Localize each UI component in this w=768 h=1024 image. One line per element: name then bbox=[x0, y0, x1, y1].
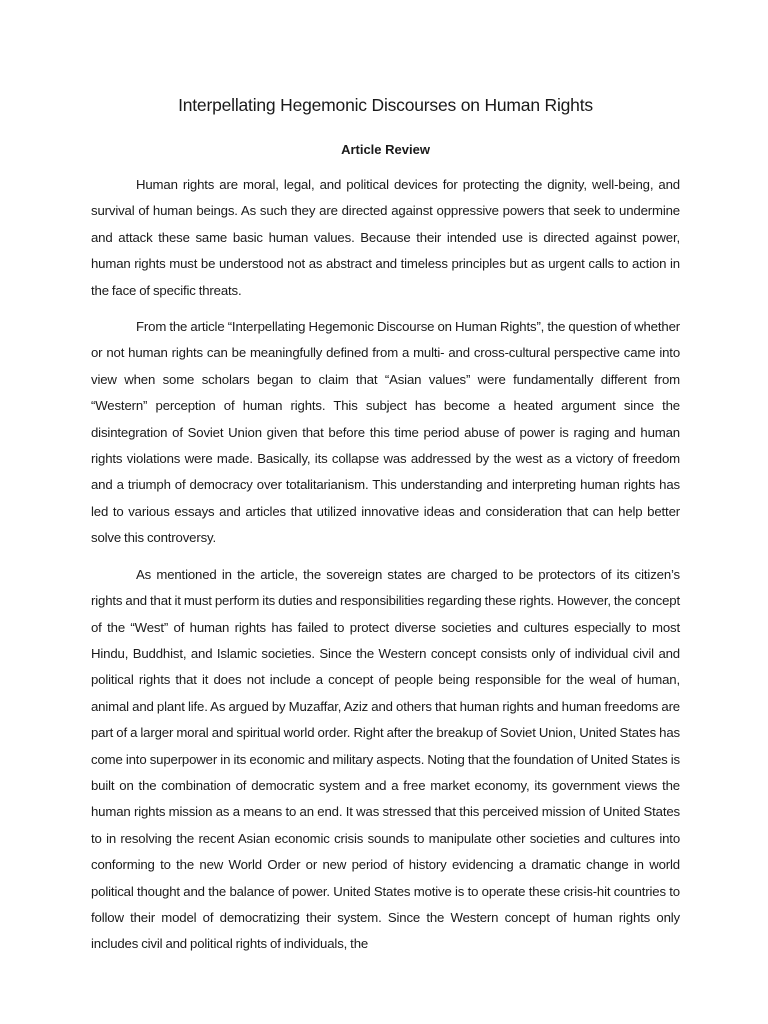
document-body bbox=[91, 172, 680, 958]
paragraph-1: Human rights are moral, legal, and political devices for protecting the dignity, well-being, and survival of human beings. As such they are directed against oppressive powers that seek to undermine and attack these same basic human values. Because their intended use is directed against power, human rights must be understood not as abstract and timeless principles but as urgent calls to action in the face of specific threats. bbox=[91, 177, 680, 298]
paragraph-3: As mentioned in the article, the sovereign states are charged to be protectors of its citizen’s rights and that it must perform its duties and responsibilities regarding these rights. However, the concept of the “West” of human rights has failed to protect diverse societies and cultures especially to most Hindu, Buddhist, and Islamic societies. Since the Western concept consists only of individual civil and political rights that it does not include a concept of people being responsible for the weal of human, animal and plant life. As argued by Muzaffar, Aziz and others that human rights and human freedoms are part of a larger moral and spiritual world order. Right after the breakup of Soviet Union, United States has come into superpower in its economic and military aspects. Noting that the foundation of United States is built on the combination of democratic system and a free market economy, its government views the human rights mission as a means to an end. It was stressed that this perceived mission of United States to in resolving the recent Asian economic crisis sounds to manipulate other societies and cultures into conforming to the new World Order or new period of history evidencing a dramatic change in world political thought and the balance of power. United States motive is to operate these crisis-hit countries to follow their model of democratizing their system. Since the Western concept of human rights only includes civil and political rights of individuals, the bbox=[91, 566, 680, 952]
paragraph-2: From the article “Interpellating Hegemonic Discourse on Human Rights”, the question of whether or not human rights can be meaningfully defined from a multi- and cross-cultural perspective came into view when some scholars began to claim that “Asian values” were fundamentally different from “Western” perception of human rights. This subject has become a heated argument since the disintegration of Soviet Union given that before this time period abuse of power is raging and human rights violations were made. Basically, its collapse was addressed by the west as a victory of freedom and a triumph of democracy over totalitarianism. This understanding and interpreting human rights has led to various essays and articles that utilized innovative ideas and consideration that can help better solve this controversy. bbox=[91, 319, 680, 546]
document-title: Interpellating Hegemonic Discourses on Human Rights bbox=[178, 95, 593, 115]
document-subtitle: Article Review bbox=[341, 142, 430, 157]
